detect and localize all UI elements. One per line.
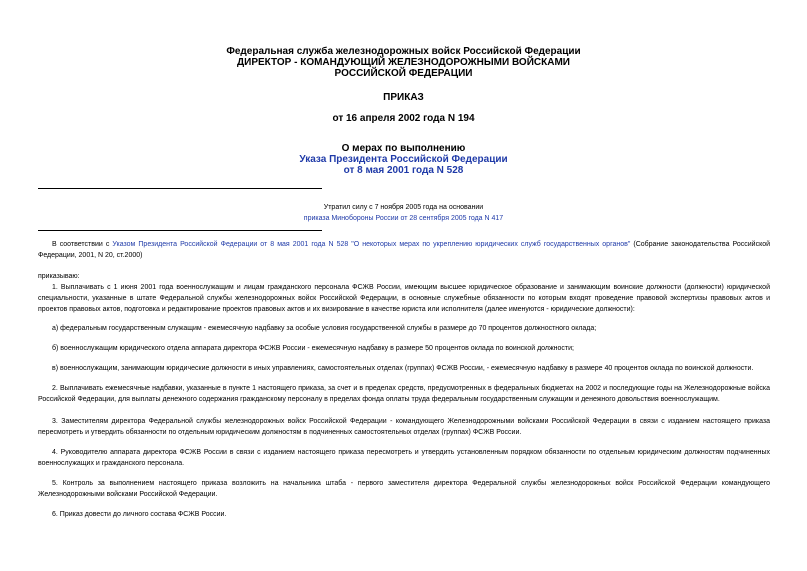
item-3: 3. Заместителям директора Федеральной службы железнодорожных войск Российской Федерации - командующего Железнодорожными войсками Российской Федерации в связи с изданием настоящего приказа пересмотреть и утвердить обязанности по отдельным юридическим должностям в подчиненных самостоятельных отделах (группах) ФСЖВ России. — [38, 418, 770, 436]
document-date: от 16 апреля 2002 года N 194 — [332, 113, 475, 124]
subject-decree-link[interactable]: Указа Президента Российской Федерации — [299, 154, 508, 165]
subject-line: О мерах по выполнению — [341, 143, 466, 154]
director-title-line-2: РОССИЙСКОЙ ФЕДЕРАЦИИ — [334, 68, 473, 79]
item-1a: а) федеральным государственным служащим - ежемесячную надбавку за особые условия государственной службы в размере до 70 процентов должностного оклада; — [52, 325, 597, 332]
item-4: 4. Руководителю аппарата директора ФСЖВ России в связи с изданием настоящего приказа пересмотреть и утвердить установленным порядком обязанности по отдельным юридическим должностям подчиненных военнослужащих и гражданского персонала. — [38, 449, 770, 467]
preamble-decree-link[interactable]: Указом Президента Российской Федерации от 8 мая 2001 года N 528 "О некоторых мерах по укреплению юридических служб государственных органов" — [112, 241, 631, 248]
preamble-paragraph — [38, 239, 770, 261]
repeal-note-text: Утратил силу с 7 ноября 2005 года на основании — [323, 204, 484, 211]
item-1: 1. Выплачивать с 1 июня 2001 года военнослужащим и лицам гражданского персонала ФСЖВ России, имеющим высшее юридическое образование и занимающим воинские должности (должности) юридической специальности, указанные в штате Федеральной службы железнодорожных войск Российской Федерации, в основные служебные обязанности по которым входят проведение правовой экспертизы правовых актов и проектов правовых актов, подготовка и редактирование проектов правовых актов и их визирование в качестве юриста или исполнителя (далее именуются - юридические должности): — [38, 284, 770, 313]
preamble-prefix: В соответствии с — [52, 241, 113, 248]
repeal-note — [0, 203, 807, 224]
item-2: 2. Выплачивать ежемесячные надбавки, указанные в пункте 1 настоящего приказа, за счет и в пределах средств, предусмотренных в федеральных бюджетах на 2002 и последующие годы на Железнодорожные войска Российской Федерации, для выплаты денежного содержания гражданскому персоналу в пределах фонда оплаты труда федеральным государственным служащим и денежного довольствия военнослужащим. — [38, 385, 770, 403]
agency-name: Федеральная служба железнодорожных войск Российской Федерации — [226, 46, 581, 57]
order-word: приказываю: — [38, 273, 80, 280]
document-subject — [0, 143, 807, 176]
divider-top — [38, 188, 322, 189]
divider-bottom — [38, 230, 322, 231]
document-header — [0, 46, 807, 79]
director-title-line-1: ДИРЕКТОР - КОМАНДУЮЩИЙ ЖЕЛЕЗНОДОРОЖНЫМИ ВОЙСКАМИ — [237, 57, 570, 68]
repeal-order-link[interactable]: приказа Минобороны России от 28 сентября 2005 года N 417 — [303, 215, 504, 222]
item-1b: б) военнослужащим юридического отдела аппарата директора ФСЖВ России - ежемесячную надбавку в размере 50 процентов оклада по воинской должности; — [52, 345, 574, 352]
preamble-suffix: (Собрание законодательства Российской Федерации, 2001, N 20, ст.2000) — [38, 241, 771, 259]
item-1c: в) военнослужащим, занимающим юридические должности в иных управлениях, самостоятельных отделах (группах) ФСЖВ России, - ежемесячную надбавку в размере 40 процентов оклада по воинской должности. — [52, 365, 754, 372]
item-6: 6. Приказ довести до личного состава ФСЖВ России. — [52, 511, 227, 518]
item-5: 5. Контроль за выполнением настоящего приказа возложить на начальника штаба - первого заместителя директора Федеральной службы железнодорожных войск Российской Федерации командующего Железнодорожными войсками Российской Федерации. — [38, 480, 770, 498]
document-type: ПРИКАЗ — [383, 92, 424, 103]
subject-decree-date-link[interactable]: от 8 мая 2001 года N 528 — [343, 165, 464, 176]
